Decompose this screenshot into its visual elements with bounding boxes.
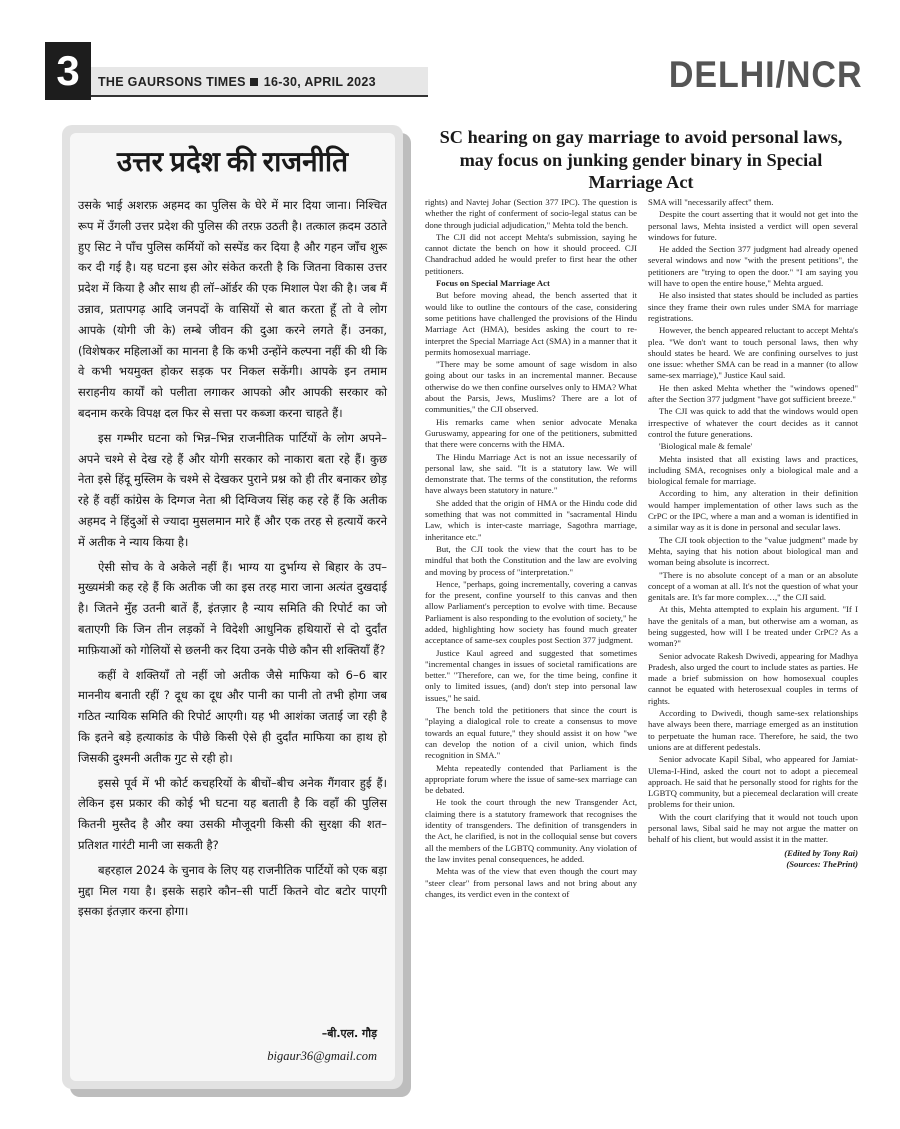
- hindi-paragraph: बहरहाल 2024 के चुनाव के लिए यह राजनीतिक पार्टियों को एक बड़ा मुद्दा मिल गया है। इसके सहारे कौन–सी पार्टी कितने वोट बटोर पाएगी इसका इंतज़ार करना होगा।: [78, 862, 387, 919]
- article-paragraph: His remarks came when senior advocate Menaka Guruswamy, appearing for one of the petitioners, submitted that there were concerns with the HMA.: [425, 416, 637, 450]
- square-bullet-icon: [250, 78, 258, 86]
- page-number: 3: [45, 42, 91, 100]
- article-paragraph: According to him, any alteration in their definition would hamper implementation of other laws such as the CrPC or the IPC, where a man and a woman is identified in a similar way as it is done in personal and secular laws.: [648, 488, 858, 533]
- hindi-article-title: उत्तर प्रदेश की राजनीति: [116, 147, 349, 178]
- hindi-article-body: [78, 195, 387, 922]
- section-title: DELHI/NCR: [668, 54, 862, 95]
- article-paragraph: But before moving ahead, the bench asserted that it would like to outline the contours of the case, considering some petitions have challenged the provisions of the Hindu Marriage Act (HMA), besides asking the court to re-interpret the Special Marriage Act (SMA) in a manner that it permits homosexual marriage.: [425, 290, 637, 357]
- article-paragraph: "There is no absolute concept of a man or an absolute concept of a woman at all. It's not the question of what your genitals are. It's far more complex…," the CJI said.: [648, 569, 858, 603]
- article-paragraph: But, the CJI took the view that the court has to be mindful that both the Constitution and the law are evolving and moving by process of "interpretation.": [425, 543, 637, 577]
- article-paragraph: However, the bench appeared reluctant to accept Mehta's plea. "We don't want to touch personal laws, then why should states be heard. We are confining ourselves to just one issue: whether SMA can be read in a manner (to allow same-sex marriage)," Justice Kaul said.: [648, 325, 858, 381]
- article-paragraph: He added the Section 377 judgment had already opened several windows and now "with the present petitions", the petitioners are "trying to open the door." "I am saying you will have to open the entire house," Mehta argued.: [648, 244, 858, 289]
- article-paragraph: SMA will "necessarily affect" them.: [648, 197, 774, 207]
- english-article-column-1: [425, 197, 637, 901]
- issue-date: 16-30, APRIL 2023: [263, 75, 376, 89]
- hindi-article: [70, 133, 395, 1081]
- editor-credit: (Edited by Tony Rai): [784, 847, 858, 858]
- article-paragraph: With the court clarifying that it would not touch upon personal laws, Sibal said he may not argue the matter on behalf of his client, but would assist it in the matter.: [648, 811, 858, 845]
- article-paragraph: Mehta was of the view that even though the court may "steer clear" from personal laws and not bring about any changes, its verdict even in the context of: [425, 866, 637, 899]
- article-paragraph: 'Biological male & female': [659, 441, 753, 452]
- publication-name: THE GAURSONS TIMES: [98, 75, 246, 89]
- english-article-title: SC hearing on gay marriage to avoid personal laws, may focus on junking gender binary in Special Marriage Act: [439, 127, 843, 192]
- article-paragraph: According to Dwivedi, though same-sex relationships have always been there, marriage emerged as an institution to perpetuate the human race. Therefore, he said, the two unions are at different pedestals.: [648, 708, 858, 752]
- hindi-paragraph: कहीं वे शक्तियाँ तो नहीं जो अतीक जैसे माफिया को 6–6 बार माननीय बनाती रहीं ? दूध का दूध और पानी का पानी तो तभी होगा जब गठित न्यायिक समिति की रिपोर्ट आएगी। यह भी आशंका जताई जा रही है कि इतने बड़े हत्याकांड के पीछे किसी ऐसे ही दुर्दांत माफिया का हाथ हो जिसकी दुश्मनी अतीक गुट से रही हो।: [78, 667, 387, 765]
- article-paragraph: The bench told the petitioners that since the court is "playing a dialogical role to create a consensus to move towards an equal future," they should assist it on how "we can develop the notion of a civil union, which finds recognition in SMA.": [425, 705, 637, 761]
- article-paragraph: "There may be some amount of sage wisdom in also going about our tasks in an incremental manner. Because otherwise do we then confine ourselves only to HMA? What about the Parsis, Jews, Muslims? There are a lot of communities," the CJI observed.: [425, 359, 637, 415]
- hindi-paragraph: ऐसी सोच के वे अकेले नहीं हैं। भाग्य या दुर्भाग्य से बिहार के उप–मुख्यमंत्री कह रहे हैं कि अतीक जी का इस तरह मारा जाना अत्यंत दुखदाई है। जितने मुँह उतनी बातें हैं, इंतज़ार है न्याय समिति की रिपोर्ट का जो बताएगी कि जिन तीन लड़कों ने विदेशी आधुनिक हथियारों से दो दुर्दांत माफ़ियाओं को गोलियों से छलनी कर दिया उनके पीछे कौन सी शक्तियाँ हैं?: [78, 559, 387, 657]
- article-paragraph: Despite the court asserting that it would not get into the personal laws, Mehta insisted a verdict will open several windows for future.: [648, 209, 858, 242]
- article-paragraph: At this, Mehta attempted to explain his argument. "If I have the genitals of a man, but otherwise am a woman, as being suggested, how will I be treated under CrPC? As a woman?": [648, 604, 858, 649]
- article-paragraph: He took the court through the new Transgender Act, claiming there is a statutory framework that recognises the identity of transgenders. The definition of transgenders in the Act, he clarified, is not in the colloquial sense but covers all the members of the LGBTQ community. Any violation of the law invites penal consequences, he added.: [425, 797, 637, 864]
- article-paragraph: Justice Kaul agreed and suggested that sometimes "incremental changes in issues of societal ramifications are better." "Therefore, can we, for the time being, confine it only to limited issues, (and) don't step into personal law issues," he said.: [425, 647, 637, 703]
- article-paragraph: She added that the origin of HMA or the Hindu code did something that was not committed in "sacramental Hindu Law, which is inter-caste marriage, Sagothra marriage, inheritance etc.": [425, 497, 637, 542]
- article-paragraph: Mehta repeatedly contended that Parliament is the appropriate forum where the issue of same-sex marriage can be debated.: [425, 762, 637, 796]
- article-paragraph: Hence, "perhaps, going incrementally, covering a canvas for the present, confine yourself to this canvas and then allow Parliament's perception to evolve with time. Because Parliament is also responding to the evolution of society," he added, highlighting how society has found much greater acceptance of same-sex couples post Section 377 judgment.: [425, 578, 637, 646]
- article-paragraph: Mehta insisted that all existing laws and practices, including SMA, recognises only a biological male and a biological female for marriage.: [648, 453, 858, 487]
- page-header: [0, 0, 900, 112]
- hindi-author: –बी.एल. गौड़: [321, 1027, 377, 1040]
- hindi-paragraph: इस गम्भीर घटना को भिन्न–भिन्न राजनीतिक पार्टियों के लोग अपने–अपने चश्मे से देख रहे हैं और योगी सरकार को नाकारा बता रहे हैं। कुछ नेता इसे हिंदू मुस्लिम के चश्मे से देखकर पुराने प्रश्न को ही तीर बनाकर छोड़ रहे हैं वहीं कांग्रेस के दिग्गज नेता श्री दिग्विजय सिंह कह रहे हैं कि अतीक अहमद ने हिंदुओं से ज्यादा मुसलमान मारे हैं और एक तरह से हत्यायें करने में अतीक ने न्याय किया है।: [78, 430, 387, 549]
- sources-credit: (Sources: ThePrint): [786, 858, 858, 869]
- article-paragraph: The CJI was quick to add that the windows would open irrespective of whatever the court decides as it cannot control the future generations.: [648, 406, 858, 439]
- article-paragraph: The Hindu Marriage Act is not an issue necessarily of personal law, she said. "It is a statutory law. We will demonstrate that. The terms of the constitution, the reforms have always been statutory in nature.": [425, 451, 637, 496]
- article-paragraph: Senior advocate Rakesh Dwivedi, appearing for Madhya Pradesh, also urged the court to include states as parties. He made a brief submission on how homosexual couples cannot be equated with heterosexual couples in terms of rights.: [648, 650, 858, 706]
- publication-line: [98, 75, 376, 89]
- article-paragraph: He then asked Mehta whether the "windows opened" after the Section 377 judgment "have got sufficient breeze.": [648, 382, 858, 405]
- hindi-paragraph: इससे पूर्व में भी कोर्ट कचहरियों के बीचों–बीच अनेक गैंगवार हुई हैं। लेकिन इस प्रकार की कोई भी घटना यह बताती है कि वहाँ की पुलिस कितनी मुस्तैद है और क्या उसकी मौजूदगी किसी की सुरक्षा की शत–प्रतिशत गारंटी मानी जा सकती है?: [78, 775, 387, 852]
- article-paragraph: The CJI took objection to the "value judgment" made by Mehta, saying that his notion about biological man and woman being absolute is incorrect.: [648, 534, 858, 568]
- english-article-column-2: [648, 197, 858, 870]
- article-paragraph: He also insisted that states should be included as parties since they frame their own rules under SMA for marriage registrations.: [648, 290, 858, 323]
- article-paragraph: rights) and Navtej Johar (Section 377 IPC). The question is whether the right of conferment of socio-legal status can be done through judicial adjudication," Mehta told the bench.: [425, 197, 637, 230]
- article-subheading: Focus on Special Marriage Act: [436, 278, 550, 289]
- article-paragraph: The CJI did not accept Mehta's submission, saying he cannot dictate the bench on how it should proceed. CJI Chandrachud added he would prefer to first hear the other petitioners.: [425, 231, 637, 276]
- article-paragraph: Senior advocate Kapil Sibal, who appeared for Jamiat-Ulema-I-Hind, asked the court not to adopt a piecemeal approach. He said that he personally stood for rights for the LGBTQ community, but a piecemeal declaration will create problems for their union.: [648, 754, 858, 810]
- hindi-paragraph: उसके भाई अशरफ़ अहमद का पुलिस के घेरे में मार दिया जाना। निश्चित रूप में उँगली उत्तर प्रदेश की पुलिस की तरफ़ उठती है। तत्काल क़दम उठाते हुए सिट ने पाँच पुलिस कर्मियों को सस्पेंड कर दिया है और गहन जाँच शुरू कर दी गई है। यह घटना इस ओर संकेत करती है कि जितना विकास उत्तर प्रदेश में किया है और साथ ही लॉ–ऑर्डर की एक मिशाल पेश की है। जब मैं उन्नाव, प्रतापगढ़ आदि जनपदों के वासियों से बात करता हूँ तो वे लोग आपके (योगी जी के) लम्बे जीवन की दुआ करने लगते हैं। उनका, (विशेषकर महिलाओं का मानना है कि कभी उन्होंने कल्पना नहीं की थी कि वे कभी भयमुक्त होकर सड़क पर निकल सकेंगी। आपके इन तमाम सराहनीय कार्यों को पलीता लगाकर आपको और आपकी सरकार को बदनाम करके विपक्ष दल फिर से सत्ता पर कब्जा करना चाहते हैं।: [78, 198, 387, 420]
- author-email-link[interactable]: bigaur36@gmail.com: [267, 1049, 377, 1063]
